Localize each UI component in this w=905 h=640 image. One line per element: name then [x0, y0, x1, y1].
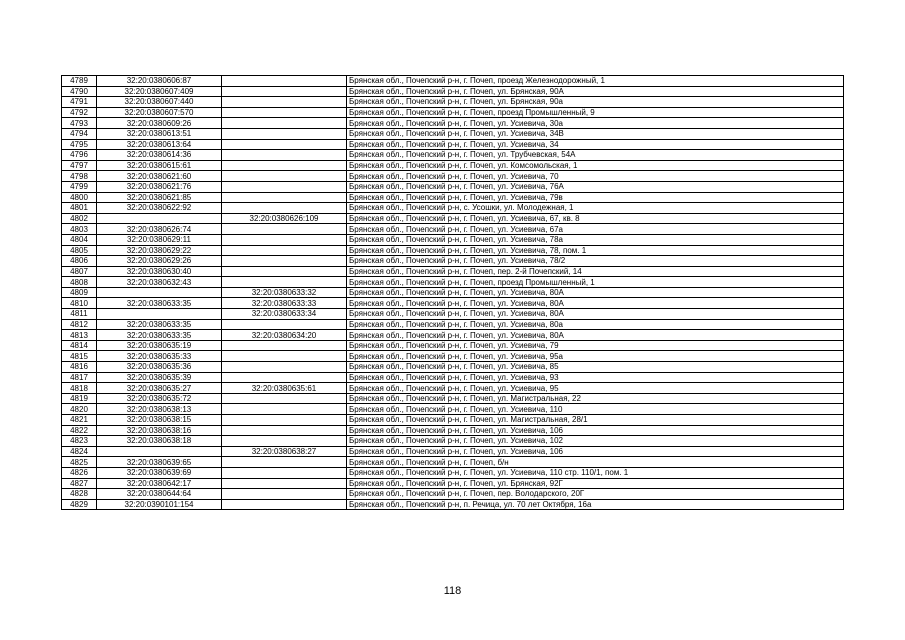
address-cell: Брянская обл., Почепский р-н, г. Почеп, пер. 2-й Почепский, 14 [347, 266, 844, 277]
related-cadastral-number-cell [222, 203, 347, 214]
cadastral-number-cell [97, 309, 222, 320]
cadastral-number-cell: 32:20:0380629:26 [97, 256, 222, 267]
row-number-cell: 4795 [62, 139, 97, 150]
table-row [62, 97, 844, 108]
address-cell: Брянская обл., Почепский р-н, г. Почеп, пер. Володарского, 20Г [347, 489, 844, 500]
address-cell: Брянская обл., Почепский р-н, г. Почеп, ул. Усиевича, 93 [347, 372, 844, 383]
table-body [62, 76, 844, 510]
row-number-cell: 4812 [62, 319, 97, 330]
related-cadastral-number-cell [222, 171, 347, 182]
address-cell: Брянская обл., Почепский р-н, г. Почеп, ул. Магистральная, 22 [347, 393, 844, 404]
cadastral-number-cell: 32:20:0380635:27 [97, 383, 222, 394]
cadastral-number-cell: 32:20:0380607:570 [97, 107, 222, 118]
cadastral-number-cell: 32:20:0380613:64 [97, 139, 222, 150]
address-cell: Брянская обл., Почепский р-н, г. Почеп, ул. Усиевича, 106 [347, 425, 844, 436]
row-number-cell: 4821 [62, 415, 97, 426]
table-row [62, 478, 844, 489]
related-cadastral-number-cell [222, 160, 347, 171]
table-row [62, 256, 844, 267]
address-cell: Брянская обл., Почепский р-н, г. Почеп, ул. Усиевича, 79 [347, 340, 844, 351]
related-cadastral-number-cell [222, 256, 347, 267]
row-number-cell: 4820 [62, 404, 97, 415]
row-number-cell: 4800 [62, 192, 97, 203]
table-row [62, 415, 844, 426]
table-row [62, 224, 844, 235]
related-cadastral-number-cell [222, 118, 347, 129]
cadastral-number-cell: 32:20:0380621:85 [97, 192, 222, 203]
address-cell: Брянская обл., Почепский р-н, г. Почеп, ул. Усиевича, 79в [347, 192, 844, 203]
table-row [62, 171, 844, 182]
cadastral-number-cell: 32:20:0380635:36 [97, 362, 222, 373]
row-number-cell: 4814 [62, 340, 97, 351]
related-cadastral-number-cell [222, 76, 347, 87]
cadastral-number-cell: 32:20:0380607:440 [97, 97, 222, 108]
address-cell: Брянская обл., Почепский р-н, г. Почеп, ул. Усиевича, 76А [347, 181, 844, 192]
row-number-cell: 4803 [62, 224, 97, 235]
row-number-cell: 4790 [62, 86, 97, 97]
row-number-cell: 4796 [62, 150, 97, 161]
row-number-cell: 4824 [62, 446, 97, 457]
related-cadastral-number-cell [222, 467, 347, 478]
related-cadastral-number-cell [222, 245, 347, 256]
cadastral-number-cell: 32:20:0380630:40 [97, 266, 222, 277]
table-row [62, 139, 844, 150]
row-number-cell: 4809 [62, 287, 97, 298]
table-row [62, 86, 844, 97]
row-number-cell: 4819 [62, 393, 97, 404]
table-row [62, 203, 844, 214]
address-cell: Брянская обл., Почепский р-н, г. Почеп, ул. Усиевича, 106 [347, 446, 844, 457]
row-number-cell: 4802 [62, 213, 97, 224]
row-number-cell: 4808 [62, 277, 97, 288]
address-cell: Брянская обл., Почепский р-н, г. Почеп, ул. Усиевича, 80А [347, 298, 844, 309]
table-row [62, 181, 844, 192]
address-cell: Брянская обл., Почепский р-н, г. Почеп, ул. Усиевича, 102 [347, 436, 844, 447]
cadastral-number-cell: 32:20:0380622:92 [97, 203, 222, 214]
cadastral-number-cell: 32:20:0380638:16 [97, 425, 222, 436]
row-number-cell: 4811 [62, 309, 97, 320]
cadastral-number-cell: 32:20:0380633:35 [97, 319, 222, 330]
table-row [62, 118, 844, 129]
row-number-cell: 4804 [62, 234, 97, 245]
table-row [62, 499, 844, 510]
cadastral-number-cell: 32:20:0380633:35 [97, 298, 222, 309]
row-number-cell: 4817 [62, 372, 97, 383]
row-number-cell: 4827 [62, 478, 97, 489]
address-cell: Брянская обл., Почепский р-н, г. Почеп, ул. Брянская, 90А [347, 86, 844, 97]
table-row [62, 467, 844, 478]
cadastral-number-cell: 32:20:0380642:17 [97, 478, 222, 489]
related-cadastral-number-cell [222, 277, 347, 288]
related-cadastral-number-cell: 32:20:0380633:34 [222, 309, 347, 320]
row-number-cell: 4815 [62, 351, 97, 362]
row-number-cell: 4793 [62, 118, 97, 129]
row-number-cell: 4807 [62, 266, 97, 277]
cadastral-number-cell [97, 287, 222, 298]
row-number-cell: 4798 [62, 171, 97, 182]
address-cell: Брянская обл., Почепский р-н, г. Почеп, проезд Промышленный, 1 [347, 277, 844, 288]
address-cell: Брянская обл., Почепский р-н, г. Почеп, ул. Усиевича, 67а [347, 224, 844, 235]
cadastral-number-cell: 32:20:0380639:69 [97, 467, 222, 478]
table-row [62, 213, 844, 224]
address-cell: Брянская обл., Почепский р-н, г. Почеп, ул. Усиевича, 78/2 [347, 256, 844, 267]
address-cell: Брянская обл., Почепский р-н, г. Почеп, ул. Усиевича, 85 [347, 362, 844, 373]
address-cell: Брянская обл., Почепский р-н, г. Почеп, ул. Усиевича, 67, кв. 8 [347, 213, 844, 224]
cadastral-number-cell: 32:20:0380629:22 [97, 245, 222, 256]
row-number-cell: 4825 [62, 457, 97, 468]
table-row [62, 362, 844, 373]
address-cell: Брянская обл., Почепский р-н, г. Почеп, ул. Усиевича, 80А [347, 287, 844, 298]
row-number-cell: 4829 [62, 499, 97, 510]
related-cadastral-number-cell [222, 362, 347, 373]
cadastral-number-cell: 32:20:0380607:409 [97, 86, 222, 97]
cadastral-number-cell: 32:20:0380644:64 [97, 489, 222, 500]
table-row [62, 457, 844, 468]
address-cell: Брянская обл., Почепский р-н, г. Почеп, ул. Усиевича, 34В [347, 128, 844, 139]
row-number-cell: 4806 [62, 256, 97, 267]
cadastral-number-cell: 32:20:0380632:43 [97, 277, 222, 288]
address-cell: Брянская обл., Почепский р-н, г. Почеп, ул. Усиевича, 80А [347, 330, 844, 341]
cadastral-number-cell: 32:20:0380621:76 [97, 181, 222, 192]
row-number-cell: 4818 [62, 383, 97, 394]
related-cadastral-number-cell [222, 404, 347, 415]
row-number-cell: 4813 [62, 330, 97, 341]
related-cadastral-number-cell [222, 478, 347, 489]
address-cell: Брянская обл., Почепский р-н, г. Почеп, б/н [347, 457, 844, 468]
related-cadastral-number-cell: 32:20:0380633:32 [222, 287, 347, 298]
related-cadastral-number-cell [222, 436, 347, 447]
table-row [62, 298, 844, 309]
cadastral-number-cell [97, 213, 222, 224]
cadastral-number-cell: 32:20:0380629:11 [97, 234, 222, 245]
row-number-cell: 4823 [62, 436, 97, 447]
related-cadastral-number-cell: 32:20:0380626:109 [222, 213, 347, 224]
address-cell: Брянская обл., Почепский р-н, г. Почеп, проезд Промышленный, 9 [347, 107, 844, 118]
cadastral-number-cell: 32:20:0380638:13 [97, 404, 222, 415]
related-cadastral-number-cell [222, 128, 347, 139]
address-cell: Брянская обл., Почепский р-н, г. Почеп, ул. Усиевича, 78, пом. 1 [347, 245, 844, 256]
related-cadastral-number-cell: 32:20:0380638:27 [222, 446, 347, 457]
related-cadastral-number-cell [222, 181, 347, 192]
row-number-cell: 4799 [62, 181, 97, 192]
table-row [62, 351, 844, 362]
cadastral-number-cell: 32:20:0380638:15 [97, 415, 222, 426]
table-row [62, 128, 844, 139]
related-cadastral-number-cell [222, 234, 347, 245]
table-row [62, 489, 844, 500]
cadastral-number-cell: 32:20:0380639:65 [97, 457, 222, 468]
address-cell: Брянская обл., Почепский р-н, г. Почеп, ул. Усиевича, 95а [347, 351, 844, 362]
address-cell: Брянская обл., Почепский р-н, г. Почеп, ул. Магистральная, 28/1 [347, 415, 844, 426]
table-row [62, 446, 844, 457]
address-cell: Брянская обл., Почепский р-н, г. Почеп, проезд Железнодорожный, 1 [347, 76, 844, 87]
related-cadastral-number-cell [222, 499, 347, 510]
table-row [62, 436, 844, 447]
related-cadastral-number-cell [222, 457, 347, 468]
table-row [62, 404, 844, 415]
cadastral-number-cell: 32:20:0380638:18 [97, 436, 222, 447]
address-cell: Брянская обл., Почепский р-н, г. Почеп, ул. Усиевича, 95 [347, 383, 844, 394]
address-cell: Брянская обл., Почепский р-н, г. Почеп, ул. Трубчевская, 54А [347, 150, 844, 161]
related-cadastral-number-cell [222, 266, 347, 277]
related-cadastral-number-cell [222, 489, 347, 500]
cadastral-number-cell: 32:20:0380635:39 [97, 372, 222, 383]
address-cell: Брянская обл., Почепский р-н, г. Почеп, ул. Комсомольская, 1 [347, 160, 844, 171]
table-row [62, 383, 844, 394]
row-number-cell: 4797 [62, 160, 97, 171]
address-cell: Брянская обл., Почепский р-н, г. Почеп, ул. Усиевича, 80А [347, 309, 844, 320]
cadastral-registry-table [61, 75, 844, 510]
row-number-cell: 4792 [62, 107, 97, 118]
address-cell: Брянская обл., Почепский р-н, г. Почеп, ул. Усиевича, 30а [347, 118, 844, 129]
table-row [62, 266, 844, 277]
address-cell: Брянская обл., Почепский р-н, г. Почеп, ул. Усиевича, 80а [347, 319, 844, 330]
related-cadastral-number-cell [222, 107, 347, 118]
cadastral-number-cell: 32:20:0380633:35 [97, 330, 222, 341]
table-row [62, 319, 844, 330]
address-cell: Брянская обл., Почепский р-н, г. Почеп, ул. Брянская, 90а [347, 97, 844, 108]
table-row [62, 330, 844, 341]
address-cell: Брянская обл., Почепский р-н, г. Почеп, ул. Усиевича, 110 стр. 110/1, пом. 1 [347, 467, 844, 478]
related-cadastral-number-cell [222, 415, 347, 426]
related-cadastral-number-cell [222, 139, 347, 150]
address-cell: Брянская обл., Почепский р-н, г. Почеп, ул. Усиевича, 78а [347, 234, 844, 245]
related-cadastral-number-cell: 32:20:0380633:33 [222, 298, 347, 309]
row-number-cell: 4826 [62, 467, 97, 478]
row-number-cell: 4816 [62, 362, 97, 373]
row-number-cell: 4794 [62, 128, 97, 139]
related-cadastral-number-cell [222, 372, 347, 383]
table-row [62, 287, 844, 298]
related-cadastral-number-cell [222, 351, 347, 362]
table-row [62, 76, 844, 87]
table-row [62, 192, 844, 203]
table-row [62, 340, 844, 351]
related-cadastral-number-cell [222, 86, 347, 97]
table-row [62, 277, 844, 288]
cadastral-number-cell: 32:20:0380626:74 [97, 224, 222, 235]
address-cell: Брянская обл., Почепский р-н, с. Усошки, ул. Молодежная, 1 [347, 203, 844, 214]
row-number-cell: 4828 [62, 489, 97, 500]
address-cell: Брянская обл., Почепский р-н, п. Речица, ул. 70 лет Октября, 16а [347, 499, 844, 510]
table-row [62, 234, 844, 245]
related-cadastral-number-cell [222, 150, 347, 161]
cadastral-number-cell: 32:20:0380613:51 [97, 128, 222, 139]
related-cadastral-number-cell [222, 319, 347, 330]
address-cell: Брянская обл., Почепский р-н, г. Почеп, ул. Усиевича, 110 [347, 404, 844, 415]
related-cadastral-number-cell [222, 425, 347, 436]
address-cell: Брянская обл., Почепский р-н, г. Почеп, ул. Усиевича, 70 [347, 171, 844, 182]
cadastral-number-cell: 32:20:0380621:60 [97, 171, 222, 182]
table-row [62, 160, 844, 171]
table-row [62, 309, 844, 320]
cadastral-number-cell: 32:20:0380606:87 [97, 76, 222, 87]
address-cell: Брянская обл., Почепский р-н, г. Почеп, ул. Брянская, 92Г [347, 478, 844, 489]
related-cadastral-number-cell [222, 224, 347, 235]
cadastral-number-cell [97, 446, 222, 457]
cadastral-number-cell: 32:20:0380614:36 [97, 150, 222, 161]
related-cadastral-number-cell [222, 192, 347, 203]
table-row [62, 425, 844, 436]
related-cadastral-number-cell [222, 393, 347, 404]
cadastral-number-cell: 32:20:0380635:72 [97, 393, 222, 404]
cadastral-number-cell: 32:20:0380615:61 [97, 160, 222, 171]
cadastral-number-cell: 32:20:0390101:154 [97, 499, 222, 510]
row-number-cell: 4801 [62, 203, 97, 214]
cadastral-number-cell: 32:20:0380635:33 [97, 351, 222, 362]
table-row [62, 245, 844, 256]
related-cadastral-number-cell [222, 97, 347, 108]
page-number: 118 [443, 585, 462, 597]
cadastral-number-cell: 32:20:0380635:19 [97, 340, 222, 351]
row-number-cell: 4805 [62, 245, 97, 256]
related-cadastral-number-cell: 32:20:0380635:61 [222, 383, 347, 394]
row-number-cell: 4810 [62, 298, 97, 309]
address-cell: Брянская обл., Почепский р-н, г. Почеп, ул. Усиевича, 34 [347, 139, 844, 150]
row-number-cell: 4822 [62, 425, 97, 436]
table-row [62, 107, 844, 118]
table-row [62, 393, 844, 404]
table-row [62, 150, 844, 161]
row-number-cell: 4789 [62, 76, 97, 87]
table-row [62, 372, 844, 383]
related-cadastral-number-cell [222, 340, 347, 351]
row-number-cell: 4791 [62, 97, 97, 108]
related-cadastral-number-cell: 32:20:0380634:20 [222, 330, 347, 341]
cadastral-number-cell: 32:20:0380609:26 [97, 118, 222, 129]
